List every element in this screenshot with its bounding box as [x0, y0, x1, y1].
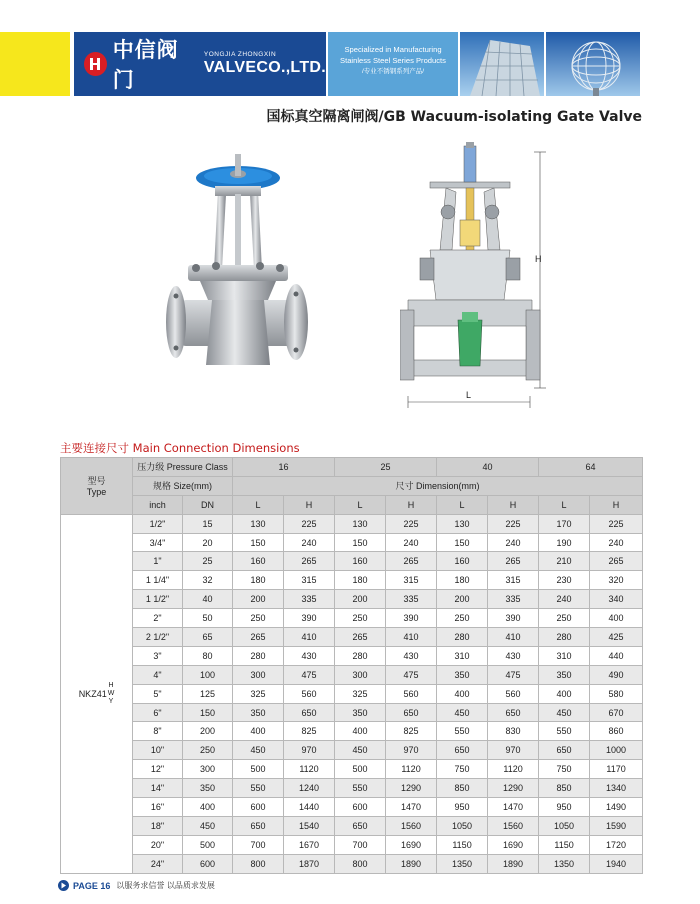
dimension-cell: 1470 — [488, 798, 539, 817]
dimension-cell: 650 — [488, 703, 539, 722]
dimension-cell: 500 — [335, 760, 386, 779]
dimension-cell: 1120 — [488, 760, 539, 779]
dimension-cell: 200 — [335, 590, 386, 609]
dimension-cell: 210 — [539, 552, 590, 571]
dn-cell: 80 — [183, 646, 233, 665]
dimension-cell: 1690 — [386, 835, 437, 854]
dimension-cell: 500 — [233, 760, 284, 779]
brand-name-en-big: VALVECO.,LTD. — [203, 59, 326, 77]
table-row — [61, 533, 643, 552]
dimension-cell: 475 — [386, 665, 437, 684]
pressure-class-header: 压力级 Pressure Class — [133, 458, 233, 477]
dimension-cell: 320 — [590, 571, 643, 590]
dn-cell: 250 — [183, 741, 233, 760]
dimension-cell: 150 — [335, 533, 386, 552]
dn-cell: 20 — [183, 533, 233, 552]
dimension-cell: 280 — [233, 646, 284, 665]
dimension-cell: 750 — [539, 760, 590, 779]
dimension-cell: 150 — [437, 533, 488, 552]
table-row — [61, 760, 643, 779]
dimension-cell: 150 — [233, 533, 284, 552]
dimension-cell: 265 — [488, 552, 539, 571]
dimension-cell: 250 — [233, 609, 284, 628]
footer-motto: 以服务求信誉 以品质求发展 — [116, 881, 215, 890]
dimension-cell: 1240 — [284, 779, 335, 798]
col-label: H — [386, 495, 437, 514]
dimension-cell: 850 — [539, 779, 590, 798]
table-row — [61, 722, 643, 741]
dimension-cell: 650 — [284, 703, 335, 722]
dimension-cell: 180 — [233, 571, 284, 590]
dimension-cell: 825 — [386, 722, 437, 741]
table-row — [61, 646, 643, 665]
page-title: 国标真空隔离闸阀/GB Wacuum-isolating Gate Valve — [266, 109, 642, 125]
dn-cell: 32 — [183, 571, 233, 590]
dimension-cell: 350 — [335, 703, 386, 722]
dn-cell: 400 — [183, 798, 233, 817]
dimension-cell: 425 — [590, 628, 643, 647]
dimension-cell: 300 — [335, 665, 386, 684]
dimension-cell: 280 — [539, 628, 590, 647]
play-arrow-icon — [58, 880, 69, 891]
pressure-class-64: 64 — [539, 458, 643, 477]
dn-cell: 600 — [183, 854, 233, 873]
slogan-cn: /专业不锈钢系列产品/ — [361, 68, 425, 75]
dimension-cell: 1890 — [488, 854, 539, 873]
dn-cell: 100 — [183, 665, 233, 684]
dimension-cell: 250 — [335, 609, 386, 628]
dimension-cell: 1540 — [284, 816, 335, 835]
type-label-cn: 型号 — [87, 476, 106, 487]
table-row — [61, 552, 643, 571]
dimension-h-label: H — [535, 254, 542, 264]
table-row — [61, 854, 643, 873]
model-suffixes — [108, 682, 115, 706]
col-label: L — [437, 495, 488, 514]
dimension-cell: 130 — [335, 514, 386, 533]
dimension-cell: 450 — [233, 741, 284, 760]
dimension-cell: 225 — [488, 514, 539, 533]
dimension-cell: 970 — [488, 741, 539, 760]
dn-cell: 300 — [183, 760, 233, 779]
dimension-cell: 240 — [284, 533, 335, 552]
dimension-header: 尺寸 Dimension(mm) — [233, 476, 643, 495]
dimension-cell: 800 — [335, 854, 386, 873]
dimension-cell: 1120 — [284, 760, 335, 779]
dn-cell: 15 — [183, 514, 233, 533]
dimension-cell: 650 — [539, 741, 590, 760]
dimension-cell: 300 — [233, 665, 284, 684]
table-row — [61, 571, 643, 590]
dimension-cell: 850 — [437, 779, 488, 798]
dimension-cell: 130 — [233, 514, 284, 533]
table-row — [61, 665, 643, 684]
dn-cell: 450 — [183, 816, 233, 835]
dimension-cell: 200 — [437, 590, 488, 609]
slogan-box — [328, 32, 458, 96]
dimension-cell: 1870 — [284, 854, 335, 873]
dimension-cell: 325 — [233, 684, 284, 703]
dimension-cell: 440 — [590, 646, 643, 665]
dimension-cell: 600 — [233, 798, 284, 817]
dimension-cell: 800 — [233, 854, 284, 873]
dimension-cell: 600 — [335, 798, 386, 817]
dimension-cell: 1590 — [590, 816, 643, 835]
dimension-cell: 265 — [335, 628, 386, 647]
inch-cell: 1" — [133, 552, 183, 571]
dimension-cell: 265 — [590, 552, 643, 571]
table-row — [61, 609, 643, 628]
dimension-cell: 430 — [386, 646, 437, 665]
inch-cell: 18" — [133, 816, 183, 835]
valve-section-drawing — [400, 140, 560, 415]
dimension-cell: 1340 — [590, 779, 643, 798]
inch-cell: 2 1/2" — [133, 628, 183, 647]
dimension-cell: 450 — [335, 741, 386, 760]
dimension-cell: 310 — [539, 646, 590, 665]
dimension-cell: 950 — [437, 798, 488, 817]
dimension-cell: 1170 — [590, 760, 643, 779]
table-row — [61, 798, 643, 817]
dn-header: DN — [183, 495, 233, 514]
brand-name-cn: 中信阀门 — [112, 38, 179, 92]
dimension-cell: 1720 — [590, 835, 643, 854]
inch-cell: 24" — [133, 854, 183, 873]
inch-cell: 5" — [133, 684, 183, 703]
dn-cell: 65 — [183, 628, 233, 647]
dimension-cell: 350 — [233, 703, 284, 722]
dimension-cell: 160 — [335, 552, 386, 571]
table-row — [61, 703, 643, 722]
dimension-cell: 650 — [335, 816, 386, 835]
dimension-cell: 490 — [590, 665, 643, 684]
dimension-cell: 750 — [437, 760, 488, 779]
dimension-cell: 825 — [284, 722, 335, 741]
dimension-cell: 1350 — [539, 854, 590, 873]
inch-cell: 12" — [133, 760, 183, 779]
dimension-cell: 1150 — [437, 835, 488, 854]
inch-cell: 1 1/4" — [133, 571, 183, 590]
model-cell — [61, 514, 133, 873]
inch-cell: 8" — [133, 722, 183, 741]
inch-cell: 1 1/2" — [133, 590, 183, 609]
dimension-cell: 860 — [590, 722, 643, 741]
dimension-cell: 1050 — [437, 816, 488, 835]
inch-cell: 1/2" — [133, 514, 183, 533]
slogan-line1: Specialized in Manufacturing — [344, 45, 442, 54]
dimension-table — [60, 457, 643, 874]
inch-cell: 16" — [133, 798, 183, 817]
slogan-line2: Stainless Steel Series Products — [340, 56, 446, 65]
brand-name-en — [204, 52, 326, 77]
valve-product-photo — [160, 150, 310, 395]
col-label: H — [590, 495, 643, 514]
inch-cell: 3/4" — [133, 533, 183, 552]
dimension-cell: 280 — [437, 628, 488, 647]
dimension-cell: 400 — [590, 609, 643, 628]
dimension-cell: 240 — [386, 533, 437, 552]
table-row — [61, 514, 643, 533]
table-row — [61, 628, 643, 647]
dimension-cell: 550 — [335, 779, 386, 798]
dimension-cell: 1440 — [284, 798, 335, 817]
dimension-cell: 225 — [386, 514, 437, 533]
table-row — [61, 779, 643, 798]
dimension-cell: 1050 — [539, 816, 590, 835]
dimension-cell: 430 — [284, 646, 335, 665]
dimension-cell: 1890 — [386, 854, 437, 873]
size-header: 规格 Size(mm) — [133, 476, 233, 495]
dimension-cell: 450 — [437, 703, 488, 722]
dimension-cell: 390 — [488, 609, 539, 628]
dimension-cell: 160 — [233, 552, 284, 571]
dimension-cell: 560 — [386, 684, 437, 703]
dimension-cell: 410 — [488, 628, 539, 647]
dimension-cell: 550 — [233, 779, 284, 798]
inch-cell: 10" — [133, 741, 183, 760]
dimension-cell: 560 — [284, 684, 335, 703]
dimension-cell: 830 — [488, 722, 539, 741]
dimension-cell: 550 — [539, 722, 590, 741]
dimension-cell: 970 — [284, 741, 335, 760]
col-label: L — [335, 495, 386, 514]
dimension-cell: 400 — [335, 722, 386, 741]
dimension-cell: 1150 — [539, 835, 590, 854]
inch-header: inch — [133, 495, 183, 514]
dimension-cell: 190 — [539, 533, 590, 552]
company-logo-icon — [84, 52, 107, 76]
dimension-cell: 225 — [590, 514, 643, 533]
dimension-cell: 325 — [335, 684, 386, 703]
dimension-cell: 335 — [488, 590, 539, 609]
dimension-cell: 240 — [488, 533, 539, 552]
dimension-cell: 1000 — [590, 741, 643, 760]
dimension-cell: 670 — [590, 703, 643, 722]
dn-cell: 150 — [183, 703, 233, 722]
dimension-cell: 475 — [284, 665, 335, 684]
dimension-cell: 475 — [488, 665, 539, 684]
dimension-l-label: L — [466, 390, 472, 400]
dimension-cell: 1940 — [590, 854, 643, 873]
dimension-cell: 335 — [386, 590, 437, 609]
dimension-cell: 580 — [590, 684, 643, 703]
brand-bar — [74, 32, 326, 96]
dimension-cell: 1350 — [437, 854, 488, 873]
pressure-class-40: 40 — [437, 458, 539, 477]
dimension-cell: 1690 — [488, 835, 539, 854]
dn-cell: 40 — [183, 590, 233, 609]
dimension-cell: 650 — [386, 703, 437, 722]
brand-name-en-small: YONGJIA ZHONGXIN — [203, 50, 277, 58]
dimension-cell: 230 — [539, 571, 590, 590]
col-label: L — [539, 495, 590, 514]
col-label: L — [233, 495, 284, 514]
model-suffix: Y — [108, 697, 114, 705]
dimension-cell: 350 — [539, 665, 590, 684]
dimension-cell: 550 — [437, 722, 488, 741]
dimension-cell: 650 — [437, 741, 488, 760]
dimension-cell: 400 — [539, 684, 590, 703]
col-label: H — [488, 495, 539, 514]
dimension-cell: 1490 — [590, 798, 643, 817]
table-row — [61, 741, 643, 760]
dimension-cell: 1120 — [386, 760, 437, 779]
dimension-cell: 1290 — [386, 779, 437, 798]
dimension-cell: 700 — [233, 835, 284, 854]
model-suffix: W — [107, 689, 115, 697]
dimension-cell: 1290 — [488, 779, 539, 798]
header-photo-building — [460, 32, 544, 96]
dimension-cell: 225 — [284, 514, 335, 533]
dimension-cell: 265 — [386, 552, 437, 571]
dimension-cell: 310 — [437, 646, 488, 665]
dimension-cell: 950 — [539, 798, 590, 817]
dimension-cell: 390 — [284, 609, 335, 628]
dimension-cell: 265 — [233, 628, 284, 647]
model-suffix: H — [108, 681, 114, 689]
dimension-cell: 250 — [539, 609, 590, 628]
dimension-cell: 280 — [335, 646, 386, 665]
pressure-class-16: 16 — [233, 458, 335, 477]
dn-cell: 350 — [183, 779, 233, 798]
pressure-class-25: 25 — [335, 458, 437, 477]
dimension-cell: 450 — [539, 703, 590, 722]
inch-cell: 3" — [133, 646, 183, 665]
table-row — [61, 835, 643, 854]
dimension-cell: 265 — [284, 552, 335, 571]
dimension-cell: 1670 — [284, 835, 335, 854]
dimension-cell: 390 — [386, 609, 437, 628]
dimension-cell: 410 — [386, 628, 437, 647]
dimension-cell: 200 — [233, 590, 284, 609]
inch-cell: 4" — [133, 665, 183, 684]
model-number — [79, 682, 115, 706]
table-row — [61, 684, 643, 703]
col-label: H — [284, 495, 335, 514]
inch-cell: 6" — [133, 703, 183, 722]
dimension-cell: 1560 — [386, 816, 437, 835]
dimension-cell: 335 — [284, 590, 335, 609]
footer — [58, 880, 215, 891]
dimension-cell: 1470 — [386, 798, 437, 817]
inch-cell: 20" — [133, 835, 183, 854]
type-label-en: Type — [86, 487, 107, 498]
dimension-cell: 315 — [488, 571, 539, 590]
dimension-cell: 240 — [590, 533, 643, 552]
dimension-cell: 180 — [335, 571, 386, 590]
model-main: NKZ41 — [78, 688, 107, 699]
dimension-cell: 250 — [437, 609, 488, 628]
dimension-cell: 400 — [233, 722, 284, 741]
dimension-cell: 970 — [386, 741, 437, 760]
table-row — [61, 816, 643, 835]
dn-cell: 200 — [183, 722, 233, 741]
dimension-cell: 1560 — [488, 816, 539, 835]
dimension-cell: 240 — [539, 590, 590, 609]
dn-cell: 50 — [183, 609, 233, 628]
table-row — [61, 590, 643, 609]
dn-cell: 500 — [183, 835, 233, 854]
dimension-cell: 130 — [437, 514, 488, 533]
header-photo-globe — [546, 32, 640, 96]
dimension-cell: 315 — [386, 571, 437, 590]
dimension-cell: 650 — [233, 816, 284, 835]
dimension-cell: 400 — [437, 684, 488, 703]
inch-cell: 2" — [133, 609, 183, 628]
dimension-cell: 160 — [437, 552, 488, 571]
dimension-cell: 180 — [437, 571, 488, 590]
page-number: PAGE 16 — [73, 880, 111, 891]
dn-cell: 125 — [183, 684, 233, 703]
header-yellow-tab — [0, 32, 70, 96]
dimension-cell: 350 — [437, 665, 488, 684]
dimension-cell: 170 — [539, 514, 590, 533]
type-header — [61, 458, 133, 515]
inch-cell: 14" — [133, 779, 183, 798]
section-title: 主要连接尺寸 Main Connection Dimensions — [60, 441, 300, 455]
dimension-cell: 700 — [335, 835, 386, 854]
dimension-cell: 430 — [488, 646, 539, 665]
dimension-cell: 340 — [590, 590, 643, 609]
dn-cell: 25 — [183, 552, 233, 571]
dimension-cell: 410 — [284, 628, 335, 647]
dimension-cell: 315 — [284, 571, 335, 590]
dimension-cell: 560 — [488, 684, 539, 703]
